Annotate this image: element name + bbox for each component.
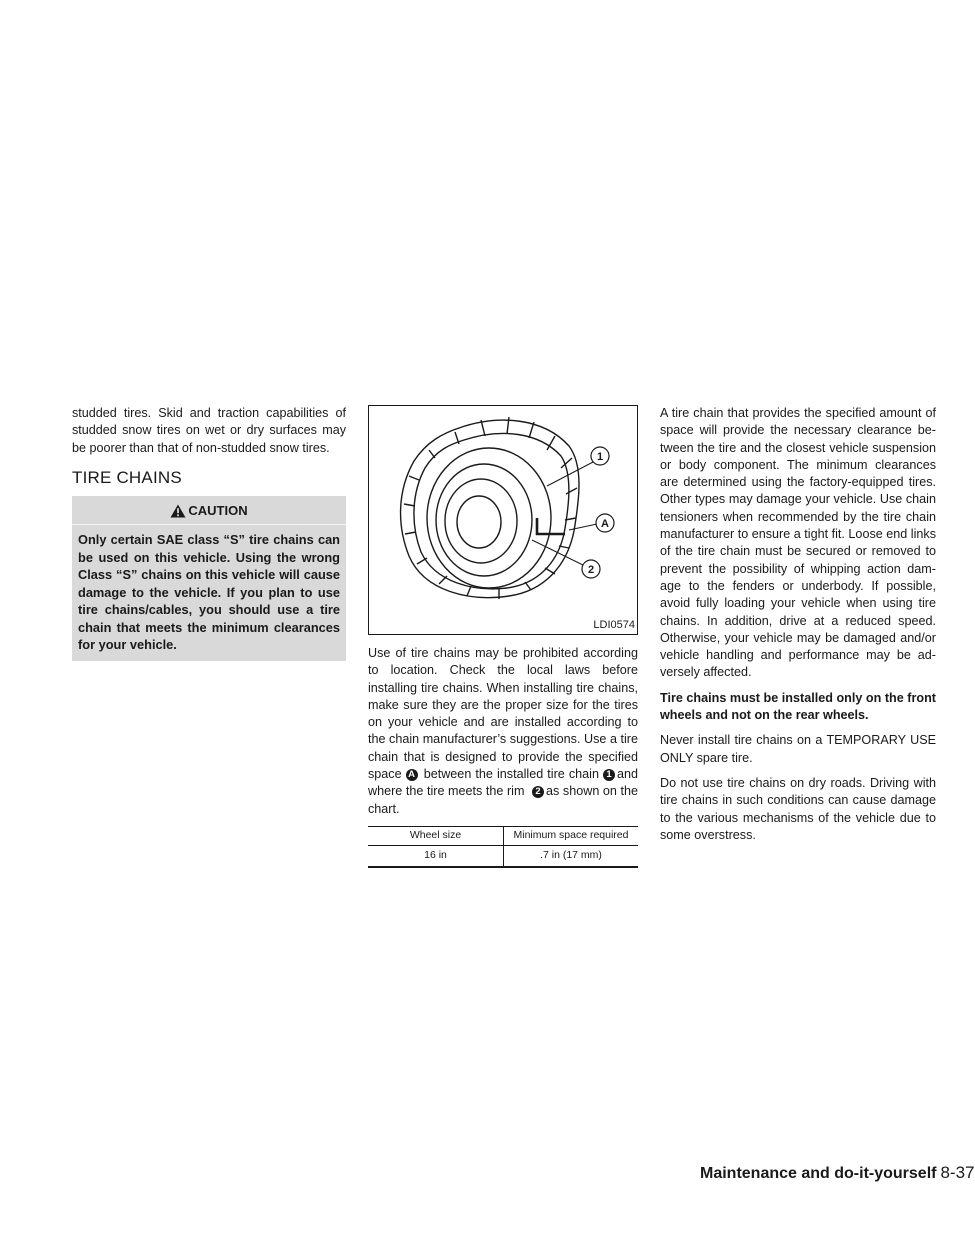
paragraph-text-1: Use of tire chains may be prohibited according to location. Check the local laws before installing tire chains. When installing tire chains, make sure they are the proper size for the tires on your vehicle and are installed according to the chain manufacturer’s suggestions. Use a tire chain that is designed to provide the specified space <box>368 646 638 782</box>
paragraph-text-4: as shown on the chart. <box>368 784 638 816</box>
clearance-paragraph: A tire chain that provides the specified amount of space will provide the necessary clearance be-tween the tire and the closest vehicle suspension or body component. The minimum clearances are determined using the factory-equipped tires. Other types may damage your vehicle. Use chain tensioners when recommended by the tire chain manufacturer to ensure a tight fit. Loose end links of the tire chain must be secured or removed to prevent the possibility of whipping action dam-age to the fenders or underbody. If possible, avoid fully loading your vehicle when using tire chains. In addition, drive at a reduced speed. Otherwise, your vehicle may be damaged and/or vehicle handling and performance may be ad-versely affected. <box>660 406 936 680</box>
tire-chain-illustration <box>369 406 637 634</box>
tire-chain-figure <box>368 405 638 635</box>
table-row <box>368 845 638 867</box>
callout-a: A <box>601 518 609 530</box>
section-title: TIRE CHAINS <box>72 467 182 487</box>
page-number: 8-37 <box>940 1163 975 1182</box>
page-footer <box>700 1163 975 1183</box>
cell-wheel-size: 16 in <box>368 845 504 867</box>
middle-column <box>368 405 638 868</box>
figure-id: LDI0574 <box>589 616 637 634</box>
warning-icon <box>170 504 186 518</box>
paragraph-text-3: and where the tire meets the rim <box>368 767 638 799</box>
table-header-row <box>368 826 638 845</box>
callout-1: 1 <box>596 451 604 463</box>
header-min-space: Minimum space required <box>504 826 639 845</box>
spare-tire-paragraph: Never install tire chains on a TEMPORARY USE ONLY spare tire. <box>660 733 936 765</box>
front-wheels-warning: Tire chains must be installed only on the front wheels and not on the rear wheels. <box>660 690 936 723</box>
right-column <box>660 405 936 852</box>
caution-header <box>72 496 346 525</box>
dry-roads-paragraph: Do not use tire chains on dry roads. Driving with tire chains in such conditions can cause damage to the various mechanisms of the vehicle due to some overstress. <box>660 775 936 842</box>
chain-size-paragraph <box>368 645 638 818</box>
caution-text: Only certain SAE class “S” tire chains can be used on this vehicle. Using the wrong Class “S” chains on this vehicle will cause damage to the vehicle. If you plan to use tire chains/cables, you should use a tire chain that meets the minimum clearances for your vehicle. <box>78 532 340 652</box>
cell-min-space: .7 in (17 mm) <box>504 845 639 867</box>
intro-paragraph: studded tires. Skid and traction capabilities of studded snow tires on wet or dry surfaces may be poorer than that of non-studded snow tires. <box>72 406 346 455</box>
caution-box <box>72 496 346 661</box>
clearance-table <box>368 826 638 868</box>
marker-2: 2 <box>532 786 544 798</box>
header-wheel-size: Wheel size <box>368 826 504 845</box>
paragraph-text-2: between the installed tire chain <box>423 767 599 782</box>
caution-label: CAUTION <box>188 503 248 519</box>
left-column <box>72 405 346 661</box>
marker-a: A <box>406 769 418 781</box>
footer-section: Maintenance and do-it-yourself <box>700 1165 937 1182</box>
callout-2: 2 <box>587 564 595 576</box>
marker-1: 1 <box>603 769 615 781</box>
